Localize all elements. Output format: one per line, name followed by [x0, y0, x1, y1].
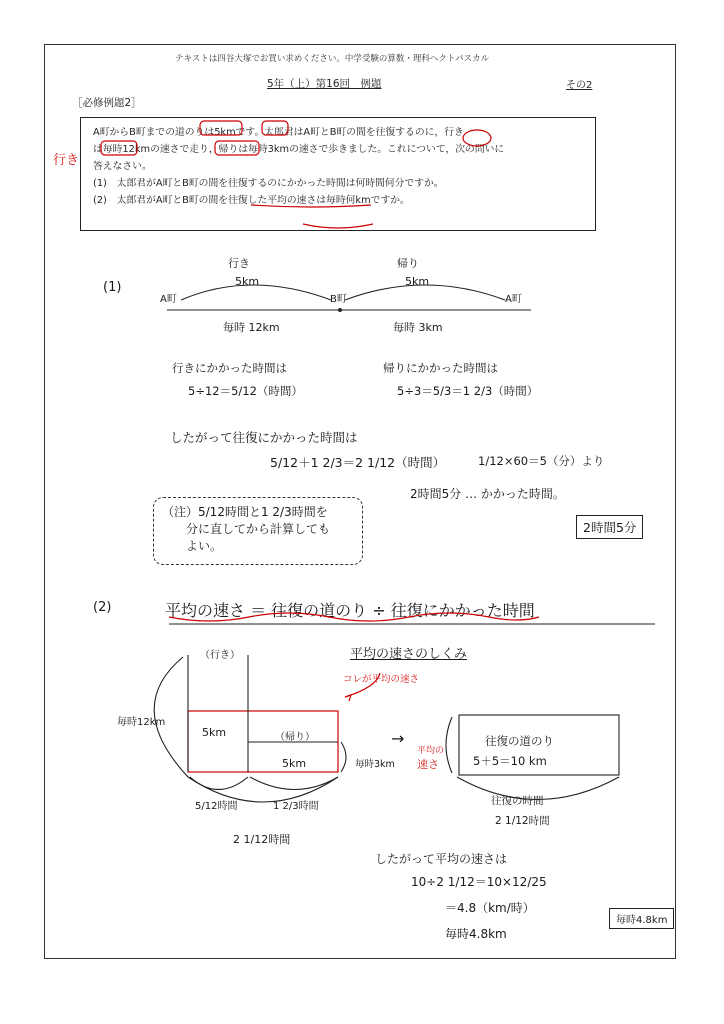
distance-1: 5km	[235, 275, 260, 288]
iki-label: 行き	[228, 257, 250, 270]
round-trip-time-value: 2 1/12時間	[495, 815, 550, 827]
dist-go: 5km	[202, 726, 227, 739]
town-a-right: A町	[505, 294, 522, 305]
avg-label-2: 速さ	[417, 758, 439, 771]
time-return: 1 2/3時間	[273, 801, 319, 812]
town-b: B町	[330, 294, 347, 305]
problem-line: A町からB町までの道のりは5kmです。太郎君はA町とB町の間を往復するのに，行き	[93, 127, 464, 138]
note-line: 分に直してから計算しても	[186, 522, 331, 536]
speed-left: 毎時12km	[117, 717, 166, 728]
speed-right: 毎時3km	[355, 759, 395, 770]
note-line: （注）5/12時間と1 2/3時間を	[162, 505, 328, 519]
answer-box-2: 毎時4.8km	[609, 908, 674, 929]
round-trip-distance-calc: 5＋5＝10 km	[473, 754, 547, 768]
iki-time-calc: 5÷12＝5/12（時間）	[188, 384, 303, 398]
calc-line-1: したがって平均の速さは	[375, 852, 508, 866]
header-note: テキストは四谷大塚でお買い求めください。中学受験の算数・理科ヘクトパスカル	[175, 54, 490, 64]
section-label: ［必修例題2］	[72, 97, 142, 109]
kaeri-time-calc: 5÷3＝5/3＝1 2/3（時間）	[397, 384, 539, 398]
total-time-calc: 5/12＋1 2/3＝2 1/12（時間）	[270, 455, 446, 470]
calc-line-4: 毎時4.8km	[445, 927, 507, 941]
problem-line: 答えなさい。	[93, 161, 152, 172]
problem-line: (1) 太郎君がA町とB町の間を往復するのにかかった時間は何時間何分ですか。	[93, 178, 444, 189]
margin-note: 行き	[53, 153, 80, 168]
note-line: よい。	[186, 539, 223, 553]
dist-return: 5km	[282, 757, 307, 770]
avg-speed-formula: 平均の速さ ＝ 往復の道のり ÷ 往復にかかった時間	[165, 601, 535, 620]
page-title: 5年（上）第16回 例題	[267, 78, 382, 90]
town-a-left: A町	[160, 294, 177, 305]
worksheet-page	[44, 44, 676, 959]
total-time: 2 1/12時間	[233, 833, 291, 846]
mechanism-title: 平均の速さのしくみ	[350, 647, 468, 662]
speed-return: 毎時 3km	[393, 321, 443, 334]
iki-time-label: 行きにかかった時間は	[172, 361, 287, 375]
minutes-calc: 1/12×60＝5（分）より	[478, 454, 605, 468]
problem-line: (2) 太郎君がA町とB町の間を往復した平均の速さは毎時何kmですか。	[93, 195, 410, 206]
kaeri-label: 帰り	[397, 257, 419, 270]
iki-bracket: （行き）	[200, 650, 240, 661]
part1-label: (1)	[103, 280, 122, 295]
round-trip-time-label: 往復の時間	[491, 795, 544, 807]
round-trip-distance-label: 往復の道のり	[485, 734, 554, 748]
time-go: 5/12時間	[195, 801, 238, 812]
red-note: コレが平均の速さ	[343, 674, 420, 685]
part2-label: (2)	[93, 600, 112, 615]
avg-label-1: 平均の	[417, 746, 445, 756]
kaeri-time-label: 帰りにかかった時間は	[383, 361, 498, 375]
arrow-right-icon: →	[391, 729, 405, 748]
calc-line-3: ＝4.8（km/時）	[445, 901, 535, 915]
problem-line: は毎時12kmの速さで走り，帰りは毎時3kmの速さで歩きました。これについて，次の問いに	[93, 144, 505, 155]
kaeri-bracket: （帰り）	[275, 732, 315, 743]
diagram-strokes	[45, 45, 677, 960]
result-line: 2時間5分 … かかった時間。	[410, 487, 565, 501]
total-time-label: したがって往復にかかった時間は	[170, 430, 358, 445]
speed-go: 毎時 12km	[223, 321, 280, 334]
distance-2: 5km	[405, 275, 430, 288]
answer-box-1: 2時間5分	[576, 515, 643, 539]
page-number: その2	[566, 80, 593, 91]
calc-line-2: 10÷2 1/12＝10×12/25	[411, 875, 547, 889]
